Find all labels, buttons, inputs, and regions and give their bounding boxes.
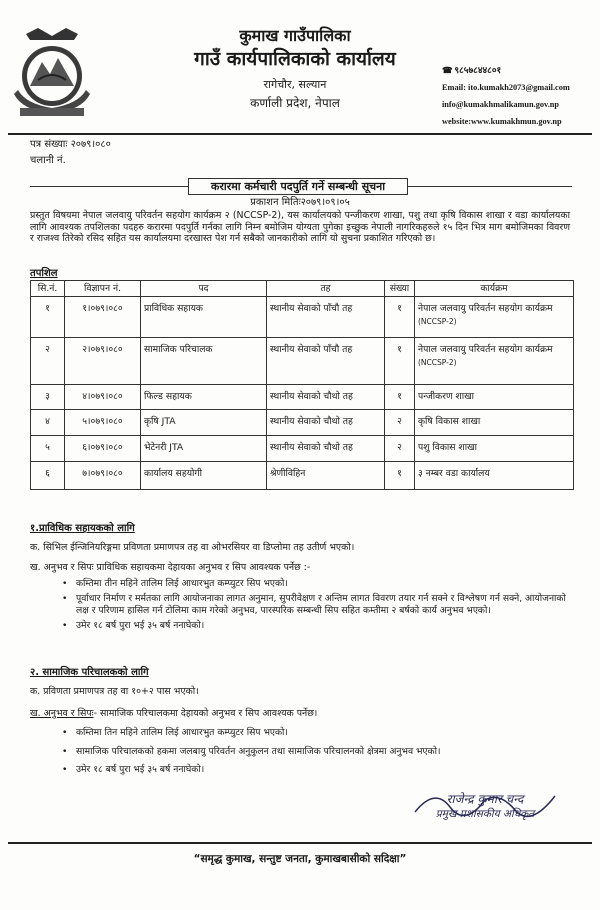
table-row	[31, 385, 574, 410]
vacancy-table	[30, 280, 574, 490]
header-count: संख्या	[385, 281, 415, 297]
cell-count: १	[385, 462, 415, 490]
email-line[interactable]: Email: ito.kumakh2073@gmail.com	[442, 83, 570, 92]
signatory-name: राजेन्द्र कुमार चन्द	[446, 792, 524, 806]
list-item	[62, 764, 572, 777]
cell-count: १	[385, 338, 415, 385]
cell-serial: ५	[31, 436, 65, 462]
dispatch-number: चलानी नं.	[30, 155, 66, 166]
bullet-text: कम्तिमा तिन महिने तालिम लिई आधारभुत कम्प्युटर सिप भएको।	[76, 727, 288, 738]
cell-level: स्थानीय सेवाको चौथो तह	[267, 385, 385, 410]
cell-ad-number: ६।०७९।०८०	[65, 436, 141, 462]
signature-block	[405, 790, 565, 821]
section1-bullet-list	[62, 578, 572, 634]
header-post: पद	[141, 281, 267, 297]
phone-icon: ☎	[442, 66, 453, 75]
cell-post: कार्यालय सहयोगी	[141, 462, 267, 490]
section2-bullet-list	[62, 727, 572, 779]
table-row	[31, 297, 574, 338]
program-text: नेपाल जलवायु परिवर्तन सहयोग कार्यक्रम	[418, 303, 553, 314]
section1-heading: १.प्राविधिक सहायकको लागि	[30, 523, 135, 534]
cell-program: ३ नम्बर वडा कार्यालय	[415, 462, 574, 490]
cell-level: स्थानीय सेवाको पाँचौ तह	[267, 338, 385, 385]
list-item	[62, 578, 572, 591]
list-item	[62, 746, 572, 759]
table-row	[31, 410, 574, 436]
section2-experience-label: ख. अनुभव र सिपः	[30, 708, 94, 719]
contact-block	[442, 62, 598, 130]
cell-serial: ६	[31, 462, 65, 490]
cell-serial: ३	[31, 385, 65, 410]
government-emblem-icon	[8, 24, 96, 122]
header-level: तह	[267, 281, 385, 297]
cell-program	[415, 338, 574, 385]
cell-count: १	[385, 297, 415, 338]
section2-experience-text: - सामाजिक परिचालकमा देहायको अनुभव र सिप आवश्यक पर्नेछ।	[93, 708, 318, 719]
footer-divider	[8, 842, 592, 844]
cell-ad-number: ५।०७९।०८०	[65, 410, 141, 436]
cell-level: स्थानीय सेवाको पाँचौ तह	[267, 297, 385, 338]
cell-post: कृषि JTA	[141, 410, 267, 436]
website-line[interactable]: website:www.kumakhmun.gov.np	[442, 117, 562, 126]
municipality-name: कुमाख गाउँपालिका	[239, 26, 351, 45]
program-text: नेपाल जलवायु परिवर्तन सहयोग कार्यक्रम	[418, 344, 553, 355]
cell-count: १	[385, 385, 415, 410]
cell-program: पशु विकास शाखा	[415, 436, 574, 462]
email-line-2[interactable]: info@kumakhmalikamun.gov.np	[442, 100, 560, 109]
table-row	[31, 436, 574, 462]
province-name: कर्णाली प्रदेश, नेपाल	[250, 96, 340, 110]
cell-post: प्राविधिक सहायक	[141, 297, 267, 338]
cell-program	[415, 297, 574, 338]
list-item	[62, 620, 572, 633]
cell-program: कृषि विकास शाखा	[415, 410, 574, 436]
header-serial: सि.नं.	[31, 281, 65, 297]
program-code: (NCCSP-2)	[418, 358, 457, 367]
cell-count: २	[385, 436, 415, 462]
cell-ad-number: १।०७९।०८०	[65, 297, 141, 338]
section2-heading: २. सामाजिक परिचालकको लागि	[30, 667, 149, 678]
bullet-text: उमेर १८ बर्ष पुरा भई ३५ बर्ष ननाघेको।	[76, 619, 205, 631]
publication-date: प्रकाशन मितिः२०७९।०९।०५	[250, 197, 350, 208]
bullet-icon: •	[62, 578, 68, 589]
list-item	[62, 593, 572, 618]
cell-level: श्रेणीविहिन	[267, 462, 385, 490]
notice-paragraph: प्रस्तुत विषयमा नेपाल जलवायु परिवर्तन सहयोग कार्यक्रम २ (NCCSP-2), यस कार्यालयको पन्जीकरण शाखा, पशु तथा कृषि विकास शाखा र वडा कार्यालयका लागि आवश्यक तपशिलका पदहरु करारमा पदपुर्ति गर्नका लागि निम्न बमोजिम योग्यता पुगेका इच्छुक नेपाली नागरिकहरुले १५ दिन भित्र माग बमोजिमका विवरण र राजश्व तिरेको रसिद सहित यस कार्यालयमा दरखास्त पेश गर्न सबैको जानकारीको लागि यो सुचना प्रकाशित गरिएको छ।	[30, 210, 570, 245]
office-address: रागेचौर, सल्यान	[263, 78, 327, 91]
cell-serial: १	[31, 297, 65, 338]
table-header-row	[31, 281, 574, 297]
section1-qualification: क. सिभिल ईन्जिनियरिङ्गमा प्रविणता प्रमाणपत्र तह वा ओभरसियर वा डिप्लोमा तह उतीर्ण भएको।	[30, 542, 355, 553]
bullet-text: सामाजिक परिचालकको हकमा जलबायु परिवर्तन अनुकुलन तथा सामाजिक परिचालनको क्षेत्रमा अनुभव भएको।	[76, 745, 441, 757]
list-item	[62, 727, 572, 740]
cell-serial: २	[31, 338, 65, 385]
cell-post: भेटेनरी JTA	[141, 436, 267, 462]
bullet-icon: •	[62, 592, 68, 604]
section2-qualification: क. प्रविणता प्रमाणपत्र तह वा १०+२ पास भएको।	[30, 686, 199, 697]
table-row	[31, 338, 574, 385]
header-program: कार्यक्रम	[415, 281, 574, 297]
bullet-icon: •	[62, 764, 68, 776]
cell-level: स्थानीय सेवाको चौथो तह	[267, 410, 385, 436]
cell-serial: ४	[31, 410, 65, 436]
details-label: तपशिल	[30, 268, 58, 279]
cell-program: पन्जीकरण शाखा	[415, 385, 574, 410]
signatory-designation: प्रमुख प्रशासकीय अधिकृत	[435, 808, 535, 820]
table-row	[31, 462, 574, 490]
section2-experience-intro	[30, 708, 570, 720]
cell-count: २	[385, 410, 415, 436]
cell-post: सामाजिक परिचालक	[141, 338, 267, 385]
bullet-text: उमेर १८ बर्ष पुरा भई ३५ बर्ष ननाघेको।	[76, 764, 205, 776]
cell-level: स्थानीय सेवाको चौथो तह	[267, 436, 385, 462]
program-code: (NCCSP-2)	[418, 317, 457, 326]
bullet-icon: •	[62, 619, 68, 631]
footer-slogan: “समृद्ध कुमाख, सन्तुष्ट जनता, कुमाखबासीको सदिक्षा”	[193, 853, 407, 865]
section1-experience-intro: ख. अनुभव र सिपः प्राविधिक सहायकमा देहायका अनुभव र सिप आवश्यक पर्नेछ :-	[30, 562, 311, 573]
bullet-text: कम्तिमा तीन महिने तालिम लिई आधारभुत कम्प्युटर सिप भएको।	[76, 578, 288, 589]
header-divider	[8, 133, 592, 135]
cell-ad-number: ४।०७९।०८०	[65, 385, 141, 410]
bullet-icon: •	[62, 727, 68, 738]
bullet-icon: •	[62, 745, 68, 757]
office-name: गाउँ कार्यपालिकाको कार्यालय	[194, 48, 396, 70]
notice-title: करारमा कर्मचारी पदपुर्ति गर्ने सम्बन्धी सूचना	[188, 178, 408, 195]
cell-post: फिल्ड सहायक	[141, 385, 267, 410]
bullet-text: पूर्वाधार निर्माण र मर्मतका लागि आयोजनाका लागत अनुमान, सुपरीवेक्षण र अन्तिम लागत विवरण तयार गर्न सक्ने र विश्लेषण गर्न सक्ने, आयोजनाको लक्ष र परिणाम हासिल गर्न टोलिमा काम गरेको अनुभव, पारस्परिक सम्बन्धी सिप सहित कम्तीमा २ बर्षको कार्य अनुभव भएको।	[76, 592, 566, 617]
letter-number: पत्र संख्याः २०७९।०८०	[30, 139, 111, 150]
header-ad-number: विज्ञापन नं.	[65, 281, 141, 297]
cell-ad-number: २।०७९।०८०	[65, 338, 141, 385]
cell-ad-number: ७।०७९।०८०	[65, 462, 141, 490]
phone-number: ९८५७८४४८०१	[454, 65, 502, 75]
office-header	[150, 26, 440, 112]
